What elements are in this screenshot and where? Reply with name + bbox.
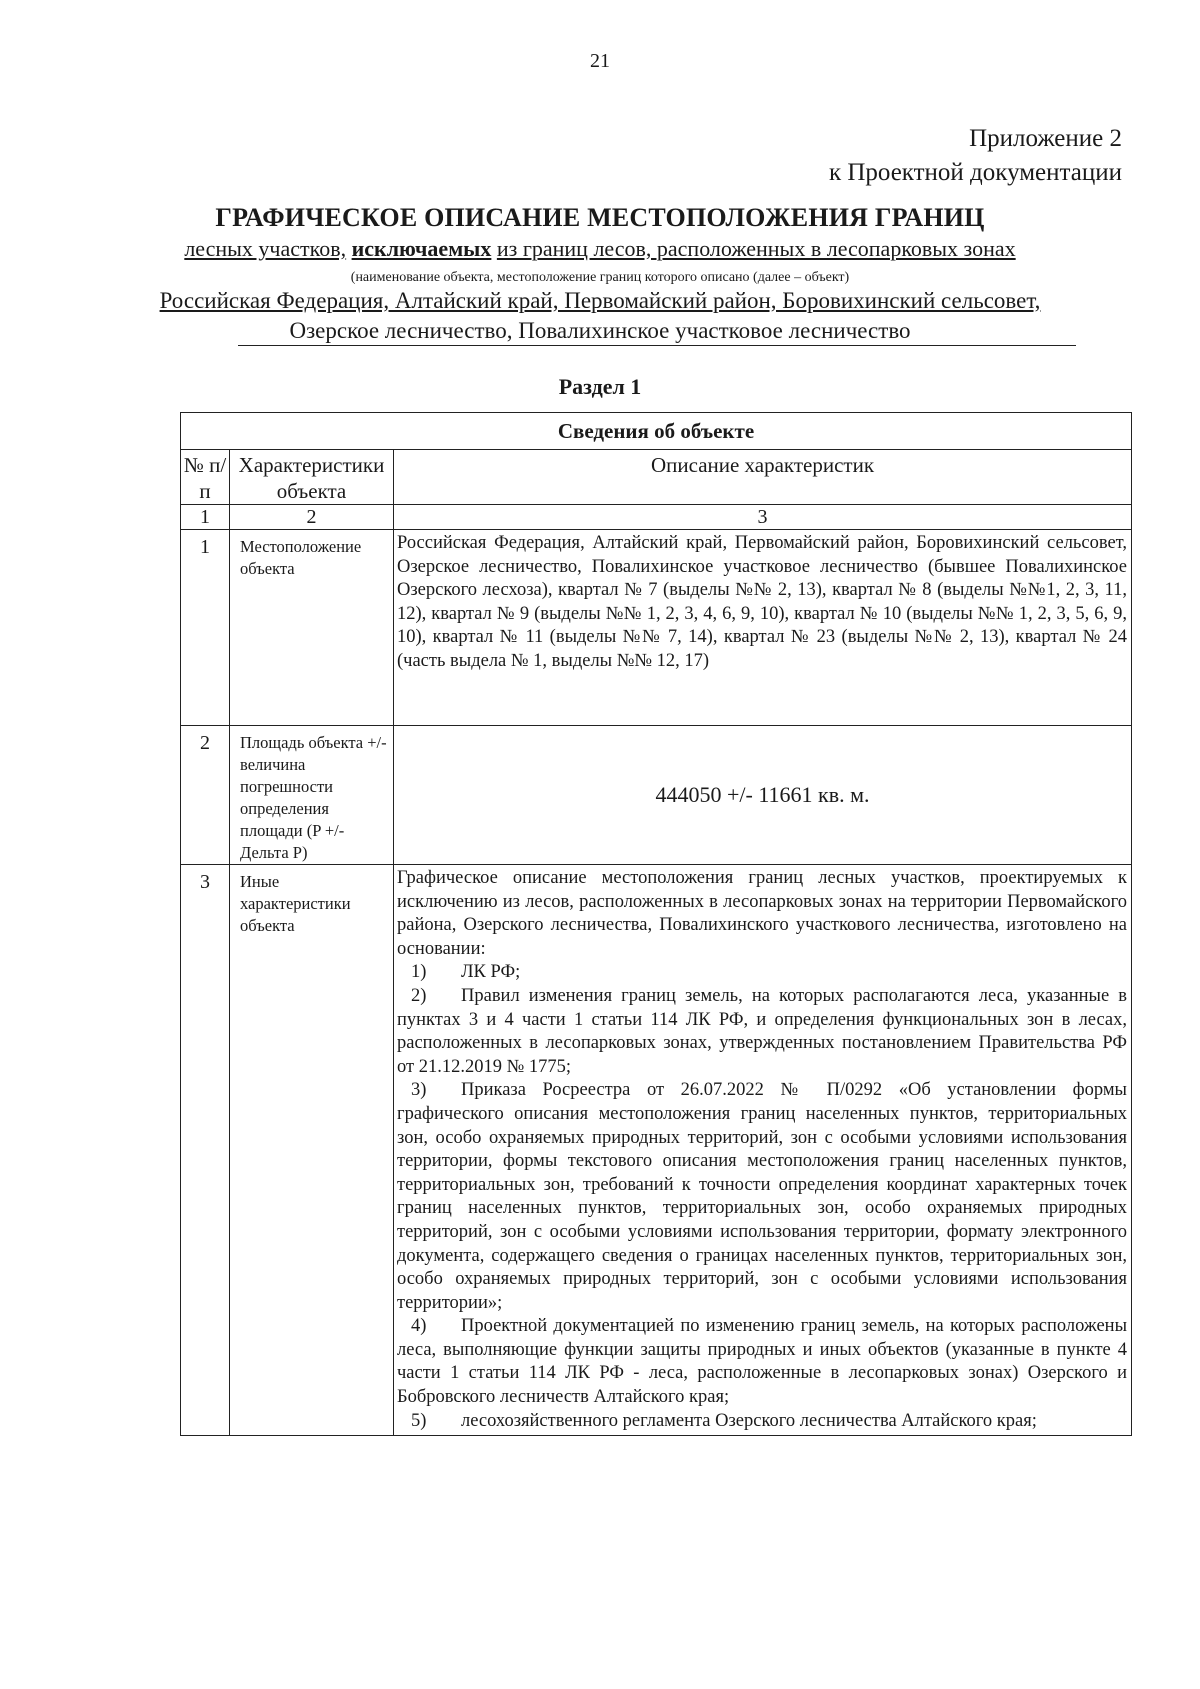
- list-item-number: 4): [411, 1316, 427, 1337]
- list-item-number: 5): [411, 1410, 427, 1431]
- list-item: [397, 1079, 1127, 1315]
- appendix-line-2: к Проектной документации: [828, 159, 1122, 186]
- list-item: [397, 961, 1127, 985]
- column-number-2: 2: [230, 505, 394, 530]
- row-characteristic: Местоположение объекта: [230, 530, 394, 726]
- location-line-1: Российская Федерация, Алтайский край, Первомайский район, Боровихинский сельсовет,: [159, 288, 1041, 313]
- subtitle-part-3: из границ лесов, расположенных в лесопарковых зонах: [496, 236, 1016, 261]
- list-item-number: 1): [411, 962, 427, 983]
- header-description: Описание характеристик: [394, 450, 1132, 505]
- header-characteristic: Характеристики объекта: [230, 450, 394, 505]
- location-line-2: Озерское лесничество, Повалихинское участковое лесничество: [289, 318, 911, 343]
- row-characteristic: Площадь объекта +/- величина погрешности определения площади (P +/- Дельта P): [230, 726, 394, 865]
- appendix-line-1: Приложение 2: [969, 125, 1122, 152]
- row-description: [394, 865, 1132, 1436]
- column-number-1: 1: [181, 505, 230, 530]
- list-item-text: Приказа Росреестра от 26.07.2022 № П/0292 «Об установлении формы графического описания местоположения границ населенных пунктов, территориальных зон, особо охраняемых природных территорий, зон с особыми условиями использования территории, формы текстового описания местоположения границ населенных пунктов, территориальных зон, требований к точности определения координат характерных точек границ населенных пунктов, территориальных зон, особо охраняемых природных территорий, зон с особыми условиями использования территории, формату электронного документа, содержащего сведения о границах населенных пунктов, территориальных зон, особо охраняемых природных территорий, зон с особыми условиями использования территории»;: [397, 1080, 1127, 1313]
- list-item-text: Правил изменения границ земель, на которых располагаются леса, указанные в пунктах 3 и 4 части 1 статьи 114 ЛК РФ, и определения функциональных зон в лесах, расположенных в лесопарковых зонах, утвержденных постановлением Правительства РФ от 21.12.2019 № 1775;: [397, 985, 1127, 1077]
- subtitle-note: (наименование объекта, местоположение границ которого описано (далее – объект): [350, 270, 850, 285]
- table-row: [181, 530, 1132, 726]
- table-caption: Сведения об объекте: [181, 413, 1132, 450]
- list-item: [397, 1410, 1127, 1434]
- row-number: 2: [181, 726, 230, 865]
- table-row: [181, 865, 1132, 1436]
- list-item: [397, 1315, 1127, 1409]
- row-number: 1: [181, 530, 230, 726]
- object-info-table: [180, 412, 1132, 1436]
- document-subtitle: [0, 236, 1200, 262]
- list-item-text: ЛК РФ;: [461, 962, 521, 983]
- header-num: № п/п: [181, 450, 230, 505]
- list-item-text: лесохозяйственного регламента Озерского лесничества Алтайского края;: [461, 1410, 1037, 1431]
- row-description: Российская Федерация, Алтайский край, Первомайский район, Боровихинский сельсовет, Озерское лесничество, Повалихинское участковое лесничество (бывшее Повалихинское Озерского лесхоза), квартал № 7 (выделы №№ 2, 13), квартал № 8 (выделы №№1, 2, 3, 11, 12), квартал № 9 (выделы №№ 1, 2, 3, 4, 6, 9, 10), квартал № 10 (выделы №№ 1, 2, 3, 5, 6, 9, 10), квартал № 11 (выделы №№ 7, 14), квартал № 23 (выделы №№ 2, 13), квартал № 24 (часть выдела № 1, выделы №№ 12, 17): [394, 530, 1132, 726]
- list-item-number: 2): [411, 985, 427, 1006]
- table-row: [181, 726, 1132, 865]
- basis-intro: Графическое описание местоположения границ лесных участков, проектируемых к исключению из лесов, расположенных в лесопарковых зонах на территории Первомайского района, Озерского лесничества, Повалихинского участкового лесничества, изготовлено на основании:: [397, 868, 1127, 959]
- location-underline: [238, 345, 1076, 346]
- row-number: 3: [181, 865, 230, 1436]
- appendix-block: [829, 122, 1122, 190]
- subtitle-part-2: исключаемых: [351, 236, 492, 261]
- list-item-text: Проектной документацией по изменению границ земель, на которых расположены леса, выполняющие функции защиты природных и иных объектов (указанные в пункте 4 части 1 статьи 114 ЛК РФ - леса, расположенные в лесопарковых зонах) Озерского и Бобровского лесничеств Алтайского края;: [397, 1316, 1127, 1408]
- section-title: Раздел 1: [558, 374, 642, 399]
- subtitle-part-1: лесных участков,: [184, 236, 347, 261]
- list-item-number: 3): [411, 1080, 427, 1101]
- area-value: 444050 +/- 11661 кв. м.: [394, 726, 1132, 865]
- column-number-3: 3: [394, 505, 1132, 530]
- document-title: ГРАФИЧЕСКОЕ ОПИСАНИЕ МЕСТОПОЛОЖЕНИЯ ГРАНИЦ: [215, 203, 985, 232]
- row-characteristic: Иные характеристики объекта: [230, 865, 394, 1436]
- list-item: [397, 985, 1127, 1079]
- page-number: 21: [590, 50, 610, 72]
